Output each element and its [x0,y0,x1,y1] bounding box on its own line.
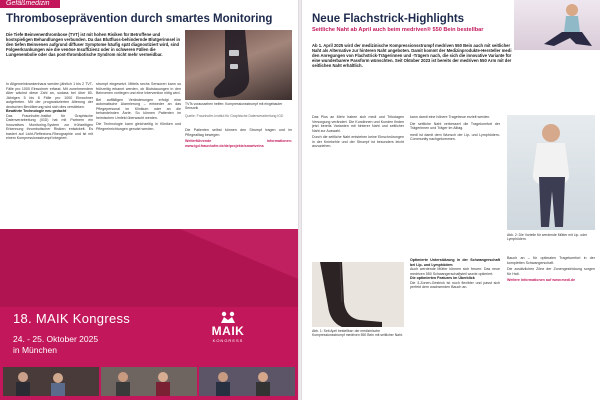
left-column-1 [6,82,93,141]
woman-illustration [514,0,600,50]
kongress-title: 18. MAIK Kongress [13,311,131,326]
maik-logo-word: MAIK [211,324,245,338]
right-col4-p2: Die zusätzlichen Zöne der Zonengestrickung sorgen für Halt. [507,267,595,276]
right-column-1 [312,115,404,149]
maik-kongress-banner[interactable] [0,229,298,400]
leg-stocking-illustration [312,262,404,327]
kongress-city: in München [13,345,57,355]
right-col2-p1: kann damit eine höhere Tragetreue erzielt werden. [410,115,491,119]
left-column-2 [96,82,181,131]
left-col3-p1: Die Patienten selbst können den Strumpf tragen und im Pflegealltag bewegen. [185,128,292,137]
right-subheadline: Seitliche Naht ab April auch beim medriven® 550 Bein bestellbar [312,27,484,33]
medriven-stocking-photo [312,262,404,327]
kongress-date: 24. - 25. Oktober 2025 [13,334,99,344]
left-col2-p3: Die Technologie kann gleichzeitig in Kliniken und Pflegeeinrichtungen genutzt werden. [96,122,181,131]
right-col3-subhead-1: Optimierte Unterstützung in der Schwangerschaft bei Lip- und Lymphödem [410,258,500,267]
right-col1-p2: Durch die seitliche Naht entstehen keine Einschnürungen in der Kniekehle und der Strumpf ist besonders leicht anzuziehen. [312,135,404,148]
left-col1-p1: In Allgemeinkrankenhaus werden jährlich 1 bis 2 TVT-Fälle pro 1000 Einwohner erfasst. Mit zunehmendem Alter wächst diese Zahl an, sodass bei über 80-Jährigen 5 bis 8 Fälle pro 1000 Einwohner aufgetreten. Mit der prognostizierten Alterung der deutschen Bevölkerung wird sich dies verstärken. [6,82,93,109]
left-column-3 [185,128,292,148]
left-more-info-link[interactable]: Weiterführende Informationen: www.igd.fraunhofer.de/de/projekte/smartveins [185,139,292,148]
left-lead: Die Tiefe Beinvenenthrombose (TVT) ist mit hohen Risiken für Betroffene und kostspieligen Behandlungen verbunden. Da das Blutfluss-behindernde Blutgerinnsel in den tiefen Beinvenen aufgrund diffuser Symptome häufig spät diagnostiziert wird, sind Folgeerkrankungen wie die venöse Insuffizienz oder in schweren Fällen die Lungenembolie oder das post-thrombotische Syndrom nicht mehr vermeidbar. [6,32,181,58]
left-col2-p2: Bei auffälligen Veränderungen erfolgt eine automatische Alarmierung – entweder an das Pflegepersonal im Klinikum oder an die behandelnden Ärzte. So können Patienten im heimischen Umfeld überwacht werden. [96,97,181,120]
left-photo-caption: TVTs voraussehen helfen: Kompressionsstrumpf mit eingebauter Sensorik [185,102,283,111]
right-lead: Ab 1. April 2025 wird der medizinische Kompressionsstrumpf medriven 550 Bein auch mit seitlicher Naht als Alternative zur hinteren Naht angeboten. Damit kommt der Medizinprodukte-Hersteller medi den Anregungen von Flachstrick-Trägerinnen und -Trägern nach, die sich die innovative Variante für eine wunderbarere Passform wünschten. Seit Oktober 2023 ist bereits der medriven 550 Arm mit der seitlichen Naht erhältlich. [312,43,512,69]
right-figure1-caption: Abb. 1: Seit April bestellbar: der medizinische Kompressionsstrumpf medriven 550 Bein mit seitlicher Naht. [312,329,403,338]
right-col3-p1: Auch werdende Mütter können sich freuen: Das neue medriven 550 Schwangerschaftsteil wurde optimiert. [410,267,500,276]
kongress-photo-strip [3,367,295,396]
left-col1-subhead: Bewährte Technologie neu gedacht [6,109,67,113]
left-photo-credit: Quelle: Fraunhofer-Institut für Graphische Datenverarbeitung IGD [185,114,284,118]
pregnant-woman-illustration [507,115,595,230]
right-column-2 [410,115,500,142]
sensor-stocking-photo [185,30,292,100]
left-col2-p1: strumpf eingesetzt. Mittels sechs Sensoren kann so frühzeitig erkannt werden, ob Blutstauungen in den Beinvenen vorliegen und eine Intervention nötig wird. [96,82,181,95]
right-col4-p1: Bauch an – für optimalen Tragekomfort in der kompletten Schwangerschaft. [507,256,595,265]
stocking-illustration [185,30,292,100]
right-col1-p1: Das Plus an Mehr haben sich medi und Trikotagen Versorgung verändert. Die Kundinnen und Kunden finden jetzt bereits Varianten mit hinterer Naht und seitlicher Naht zur Auswahl. [312,115,404,133]
left-col1-p2: Das Fraunhofer-Institut für Graphische Datenverarbeitung (IGD) hat mit Partnern ein innovatives Monitoring-System zur frühzeitigen Erkennung thrombotischer Risiken entwickelt. Es basiert auf Licht-Reflexions-Rheographie und ist mit einem Kompressionsstrumpf integriert. [6,113,93,140]
maik-logo [201,311,255,349]
right-col2-p2: Die seitliche Naht verbessert die Tragekomfort der Trägerinnen und Träger im Alltag. [410,121,500,130]
right-column-4 [507,256,595,283]
right-headline: Neue Flachstrick-Highlights [312,13,465,25]
kongress-photos [3,367,295,396]
section-tab-left: Gefäßmedizin [0,0,60,8]
right-column-3 [410,258,500,290]
right-more-info-link[interactable]: Weitere Informationen auf www.medi.de [507,278,576,282]
left-page [0,0,298,400]
right-col2-p3: medi ist damit dem Wunsch der Lip- und Lymphödem-Community nachgekommen. [410,132,500,141]
right-page [302,0,600,400]
woman-stocking-photo [514,0,600,50]
maik-logo-sub: KONGRESS [212,338,244,343]
kongress-bg-pattern [0,229,298,307]
right-col3-subhead-2: Die optimierten Features im Überblick [410,276,475,280]
left-headline: Thromboseprävention durch smartes Monitoring [6,13,273,25]
right-figure2-caption: Abb. 2: Die Vorteile für werdende Mütter mit Lip- oder Lymphödem. [507,233,588,242]
pregnancy-stocking-photo [507,115,595,230]
maik-logo-icon [220,311,236,323]
right-col3-p2: Die 3-Zonen-Gestrick ist noch flexibler und passt sich perfekt dem wachsenden Bauch an. [410,280,500,289]
